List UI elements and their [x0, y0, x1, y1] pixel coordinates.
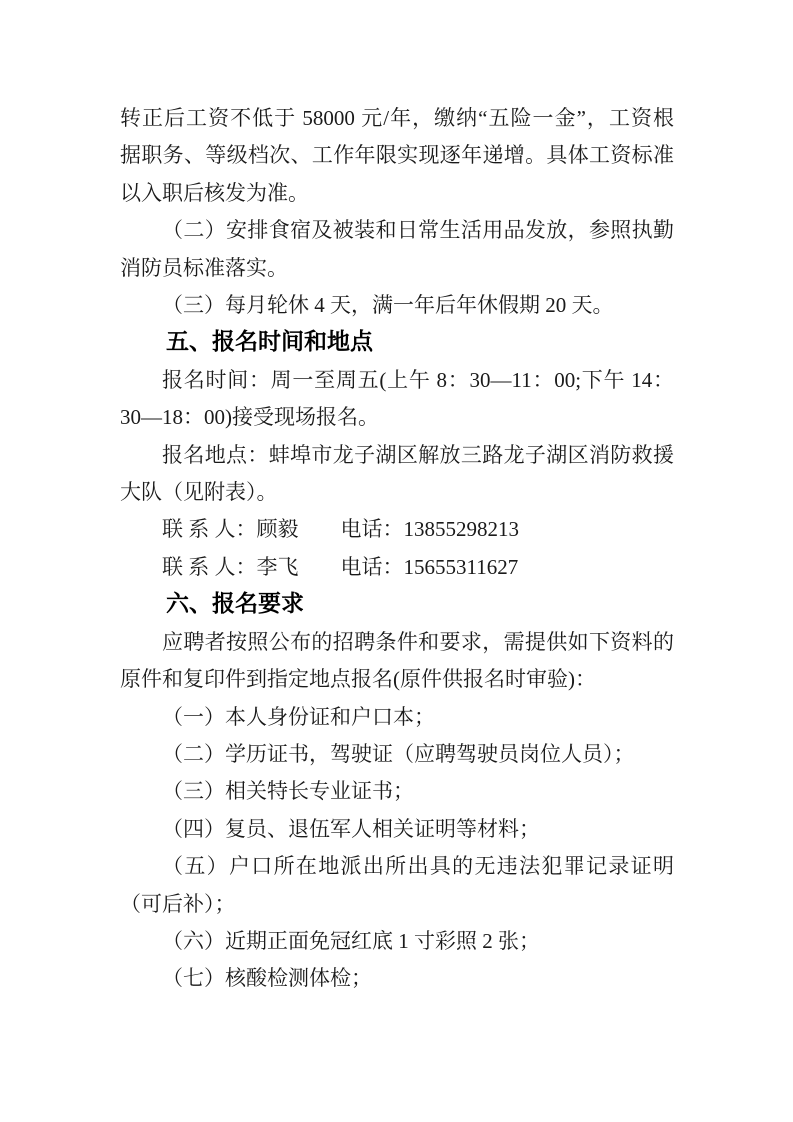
- doc-line-item-3: （三）每月轮休 4 天，满一年后年休假期 20 天。: [162, 293, 614, 318]
- doc-line-req-5: （五）户口所在地派出所出具的无违法犯罪记录证明: [162, 854, 674, 879]
- doc-line: 应聘者按照公布的招聘条件和要求，需提供如下资料的: [162, 629, 674, 654]
- doc-line: 30—18：00)接受现场报名。: [120, 405, 379, 430]
- doc-line-req-3: （三）相关特长专业证书；: [162, 779, 414, 804]
- doc-line: 大队（见附表）。: [120, 480, 278, 505]
- doc-line: 原件和复印件到指定地点报名(原件供报名时审验)：: [120, 667, 596, 692]
- doc-line-req-4: （四）复员、退伍军人相关证明等材料；: [162, 816, 540, 841]
- doc-line-item-2: （二）安排食宿及被装和日常生活用品发放，参照执勤: [162, 218, 674, 243]
- doc-line: 消防员标准落实。: [120, 255, 288, 280]
- doc-line: 据职务、等级档次、工作年限实现逐年递增。具体工资标准: [120, 143, 674, 168]
- doc-line-contact-2: 联 系 人：李飞 电话：15655311627: [162, 554, 519, 579]
- section-heading-5: 五、报名时间和地点: [166, 329, 373, 356]
- doc-line-contact-1: 联 系 人：顾毅 电话：13855298213: [162, 517, 519, 542]
- doc-line-signup-place: 报名地点：蚌埠市龙子湖区解放三路龙子湖区消防救援: [162, 442, 674, 467]
- doc-line-req-2: （二）学历证书，驾驶证（应聘驾驶员岗位人员）；: [162, 741, 635, 766]
- doc-line: （可后补）；: [120, 891, 236, 916]
- section-heading-6: 六、报名要求: [166, 591, 304, 618]
- doc-line: 转正后工资不低于 58000 元/年，缴纳“五险一金”，工资根: [120, 106, 674, 130]
- doc-line-req-6: （六）近期正面免冠红底 1 寸彩照 2 张；: [162, 928, 540, 953]
- doc-line-signup-time: 报名时间：周一至周五(上午 8：30—11：00;下午 14：: [162, 367, 674, 392]
- doc-line: 以入职后核发为准。: [120, 180, 309, 205]
- doc-line-req-7: （七）核酸检测体检；: [162, 966, 372, 991]
- doc-line-req-1: （一）本人身份证和户口本；: [162, 704, 435, 729]
